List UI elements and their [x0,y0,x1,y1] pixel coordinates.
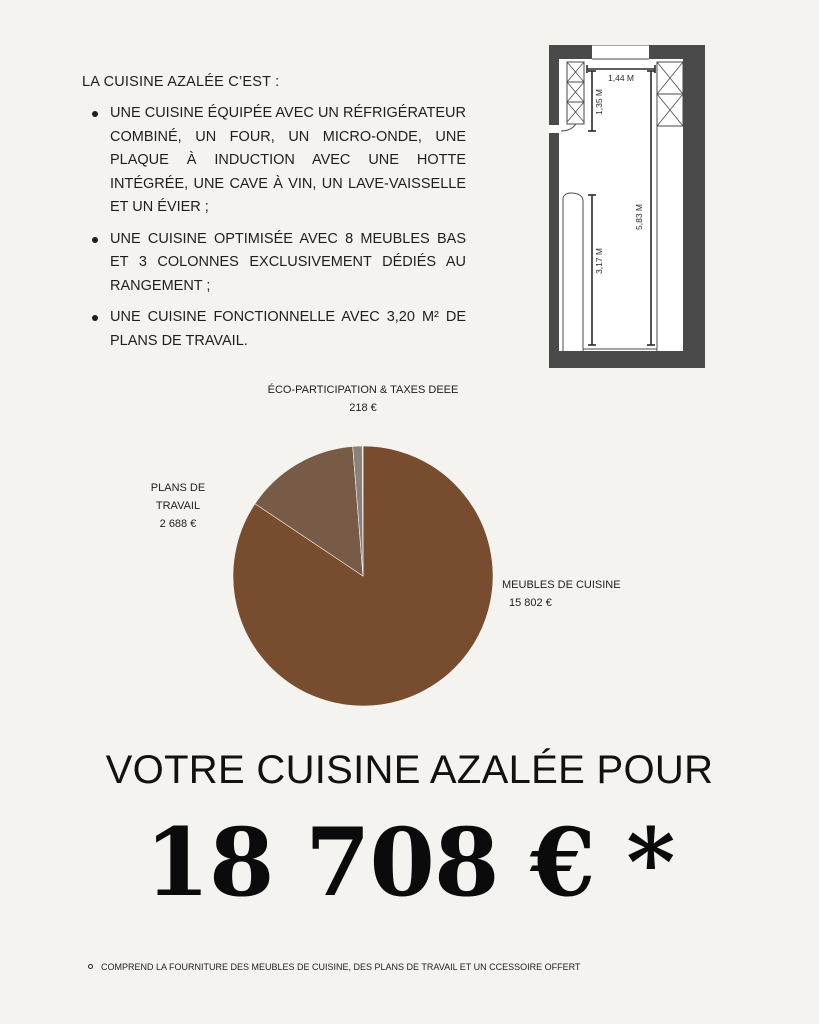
pie-label-eco-name: ÉCO-PARTICIPATION & TAXES DEEE [267,384,459,396]
intro-title: LA CUISINE AZALÉE C’EST : [82,74,280,90]
pie-slice-1 [255,446,363,576]
feature-list [82,102,466,353]
dimension-label-width: 1,44 M [608,73,634,83]
dimension-label-cabinet-height: 1,35 M [594,89,604,115]
pie-label-meubles-name: MEUBLES DE CUISINE [502,579,621,591]
kitchen-floor-plan [549,45,705,368]
pie-label-eco-value: 218 € [349,402,377,414]
footnote-bullet-icon [88,964,93,969]
wall-left-upper [549,59,559,131]
pie-slice-0 [233,446,493,706]
pie-label-meubles [502,576,622,612]
feature-item-equipment: UNE CUISINE ÉQUIPÉE AVEC UN RÉFRIGÉRATEUR COMBINÉ, UN FOUR, UN MICRO-ONDE, UNE PLAQUE À INDUCTION AVEC UNE HOTTE INTÉGRÉE, UNE CAVE À VIN, UN LAVE-VAISSELLE ET UN ÉVIER ; [82,102,466,220]
wall-bottom [549,351,705,368]
pie-label-meubles-value: 15 802 € [509,597,552,609]
pie-slice-3 [362,446,363,576]
pie-label-eco-participation [250,381,476,417]
footnote-text: COMPREND LA FOURNITURE DES MEUBLES DE CUISINE, DES PLANS DE TRAVAIL ET UN CCESSOIRE OFFERT [101,962,581,972]
pie-label-plans-value: 2 688 € [159,518,197,530]
total-price: 18 708 € * [144,808,675,918]
headline: VOTRE CUISINE AZALÉE POUR [105,748,714,792]
feature-item-storage: UNE CUISINE OPTIMISÉE AVEC 8 MEUBLES BAS ET 3 COLONNES EXCLUSIVEMENT DÉDIÉS AU RANGEMENT ; [82,228,466,299]
left-worktop-run [563,193,583,351]
pie-label-plans-de-travail [128,479,228,533]
wall-top-left [549,45,592,59]
dimension-label-worktop: 3,17 M [594,248,604,274]
dimension-label-length: 5,83 M [634,204,644,230]
feature-item-worktops: UNE CUISINE FONCTIONNELLE AVEC 3,20 M² DE PLANS DE TRAVAIL. [82,306,466,353]
pie-slice-2 [353,446,363,576]
upper-left-cabinets [567,62,584,124]
wall-right [683,59,705,368]
door-opening [549,125,561,133]
footnote [88,962,580,972]
wall-top-right [649,45,705,59]
intro-section [82,74,466,361]
pie-label-plans-name: PLANS DE TRAVAIL [150,482,206,512]
window-top [592,45,649,59]
wall-left-lower [549,131,559,368]
